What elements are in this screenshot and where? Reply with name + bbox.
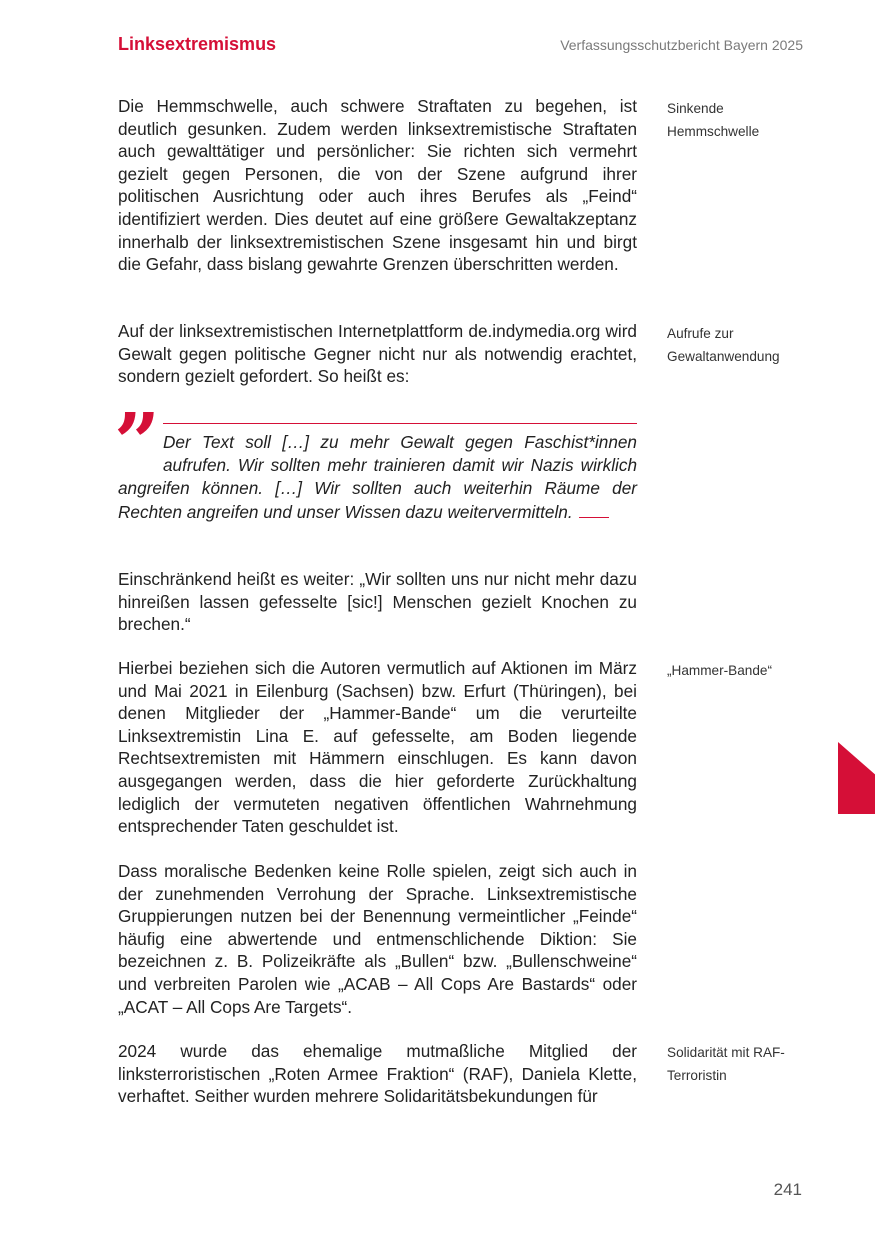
paragraph-hemmschwelle: Die Hemmschwelle, auch schwere Straftaten zu begehen, ist deutlich gesunken. Zudem werden linksextremistische Straftaten auch gewalttätiger und persönlicher: Sie richten sich vermehrt gezielt gegen Personen, die von der Szene aufgrund ihrer politischen Ausrichtung oder auch ihres Berufes als „Feind“ identifiziert werden. Dies deutet auf eine größere Gewaltakzeptanz innerhalb der linksextremistischen Szene insgesamt hin und birgt die Gefahr, dass bislang gewahrte Grenzen überschritten werden.: [118, 96, 637, 275]
publication-title: Verfassungsschutzbericht Bayern 2025: [560, 37, 803, 53]
margin-note-hemmschwelle: Sinkende Hemmschwelle: [667, 101, 760, 139]
page-number: 241: [773, 1180, 802, 1199]
quote-mark-icon: ”: [114, 395, 161, 489]
paragraph-sprache: Dass moralische Bedenken keine Rolle spielen, zeigt sich auch in der zunehmenden Verrohung der Sprache. Linksextremistische Gruppierungen nutzen bei der Benennung vermeintlicher „Feinde“ häufig eine abwertende und entmenschlichende Diktion: Sie bezeichnen z. B. Polizeikräfte als „Bullen“ bzw. „Bullenschweine“ und verbreiten Parolen wie „ACAB – All Cops Are Bastards“ oder „ACAT – All Cops Are Targets“.: [118, 861, 637, 1017]
margin-note-hammer-bande: „Hammer-Bande“: [667, 663, 772, 678]
paragraph-indymedia: Auf der linksextremistischen Internetplattform de.indymedia.org wird Gewalt gegen politische Gegner nicht nur als notwendig erachtet, sondern gezielt gefordert. So heißt es:: [118, 321, 637, 387]
quote-top-rule: [163, 423, 637, 424]
chapter-title: Linksextremismus: [118, 34, 277, 54]
paragraph-einschraenkend: Einschränkend heißt es weiter: „Wir sollten uns nur nicht mehr dazu hinreißen lassen gefesselte [sic!] Menschen gezielt Knochen zu brechen.“: [118, 569, 637, 635]
paragraph-raf: 2024 wurde das ehemalige mutmaßliche Mitglied der linksterroristischen „Roten Armee Fraktion“ (RAF), Daniela Klette, verhaftet. Seither wurden mehrere Solidaritätsbekundungen für: [118, 1041, 637, 1107]
blockquote: [118, 431, 637, 524]
paragraph-hammer-bande: Hierbei beziehen sich die Autoren vermutlich auf Aktionen im März und Mai 2021 in Eilenburg (Sachsen) bzw. Erfurt (Thüringen), bei denen Mitglieder der „Hammer-Bande“ um die verurteilte Linksextremistin Lina E. auf gefesselte, am Boden liegende Rechtsextremisten mit Hämmern einschlugen. Es kann davon ausgegangen werden, dass die hier geforderte Zurückhaltung lediglich der vermuteten negativen öffentlichen Wahrnehmung entsprechender Taten geschuldet ist.: [118, 658, 637, 837]
margin-note-raf: Solidarität mit RAF-Terroristin: [667, 1045, 785, 1083]
quote-end-rule: [579, 517, 609, 518]
margin-note-gewaltanwendung: Aufrufe zur Gewaltanwendung: [667, 326, 780, 364]
quote-text: Der Text soll […] zu mehr Gewalt gegen Faschist*innen aufrufen. Wir sollten mehr trainieren damit wir Nazis wirklich angreifen können. […] Wir sollten auch weiterhin Räume der Rechten angreifen und unser Wissen dazu weitervermitteln.: [118, 432, 637, 522]
chapter-tab-marker: [838, 742, 875, 814]
